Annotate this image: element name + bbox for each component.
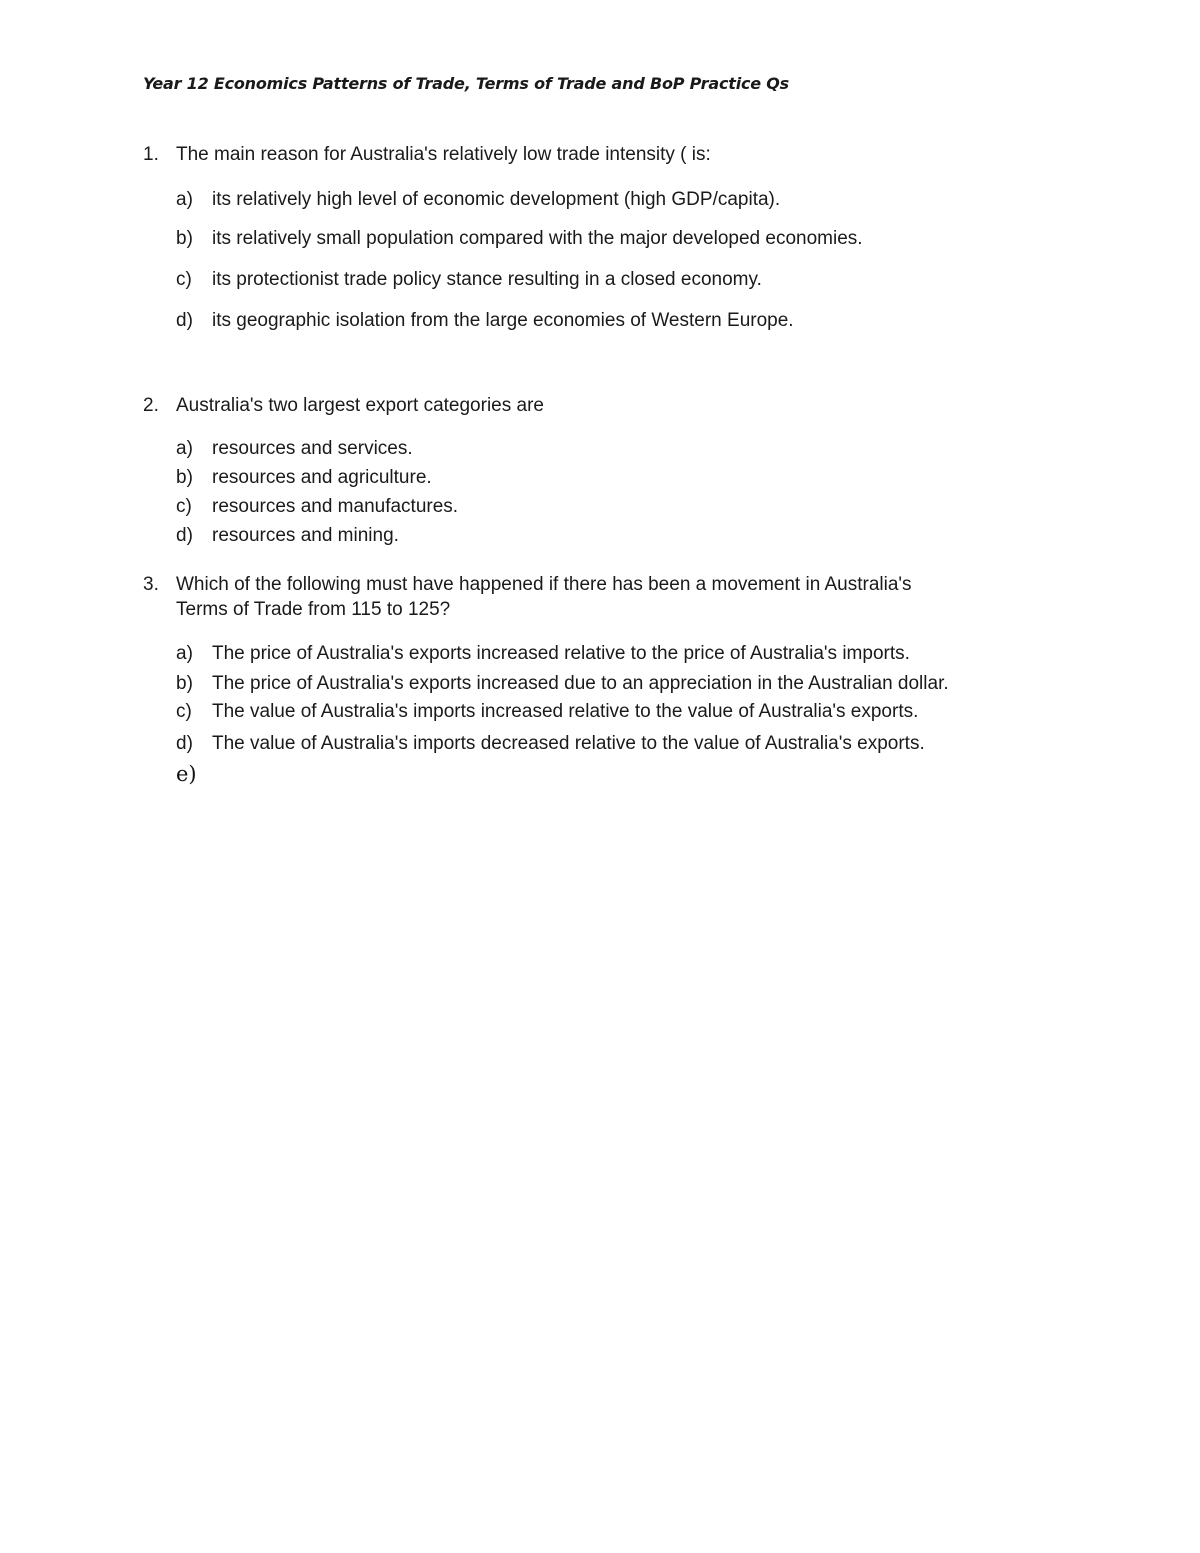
- question-text: Which of the following must have happened if there has been a movement in Australia's: [176, 574, 912, 595]
- option-letter: a): [176, 643, 193, 664]
- option-text: The price of Australia's exports increased due to an appreciation in the Australian dollar.: [212, 673, 949, 694]
- option-text: The value of Australia's imports increased relative to the value of Australia's exports.: [212, 701, 919, 722]
- option-text: its relatively small population compared with the major developed economies.: [212, 228, 863, 249]
- option-letter: d): [176, 525, 193, 546]
- option-letter: a): [176, 438, 193, 459]
- option-text: its relatively high level of economic development (high GDP/capita).: [212, 189, 781, 210]
- option-letter: c): [176, 269, 192, 290]
- option-letter: d): [176, 733, 193, 754]
- option-letter: c): [176, 496, 192, 517]
- option-letter: e): [176, 762, 197, 786]
- option-text: resources and manufactures.: [212, 496, 459, 517]
- option-letter: b): [176, 467, 193, 488]
- option-text: The value of Australia's imports decreased relative to the value of Australia's exports.: [212, 733, 925, 754]
- question-text: The main reason for Australia's relatively low trade intensity ( is:: [176, 144, 711, 165]
- option-text: resources and agriculture.: [212, 467, 432, 488]
- option-letter: d): [176, 310, 193, 331]
- question-number: 3.: [143, 574, 159, 595]
- option-letter: b): [176, 673, 193, 694]
- question-text: Terms of Trade from 115 to 125?: [176, 599, 451, 620]
- question-number: 2.: [143, 395, 159, 416]
- question-number: 1.: [143, 144, 159, 165]
- option-letter: a): [176, 189, 193, 210]
- page-title: Year 12 Economics Patterns of Trade, Terms of Trade and BoP Practice Qs: [143, 74, 790, 93]
- option-letter: b): [176, 228, 193, 249]
- option-text: its geographic isolation from the large economies of Western Europe.: [212, 310, 794, 331]
- option-text: its protectionist trade policy stance resulting in a closed economy.: [212, 269, 762, 290]
- question-text: Australia's two largest export categories are: [176, 395, 544, 416]
- option-text: resources and mining.: [212, 525, 399, 546]
- option-text: The price of Australia's exports increased relative to the price of Australia's imports.: [212, 643, 910, 664]
- option-text: resources and services.: [212, 438, 413, 459]
- option-letter: c): [176, 701, 192, 722]
